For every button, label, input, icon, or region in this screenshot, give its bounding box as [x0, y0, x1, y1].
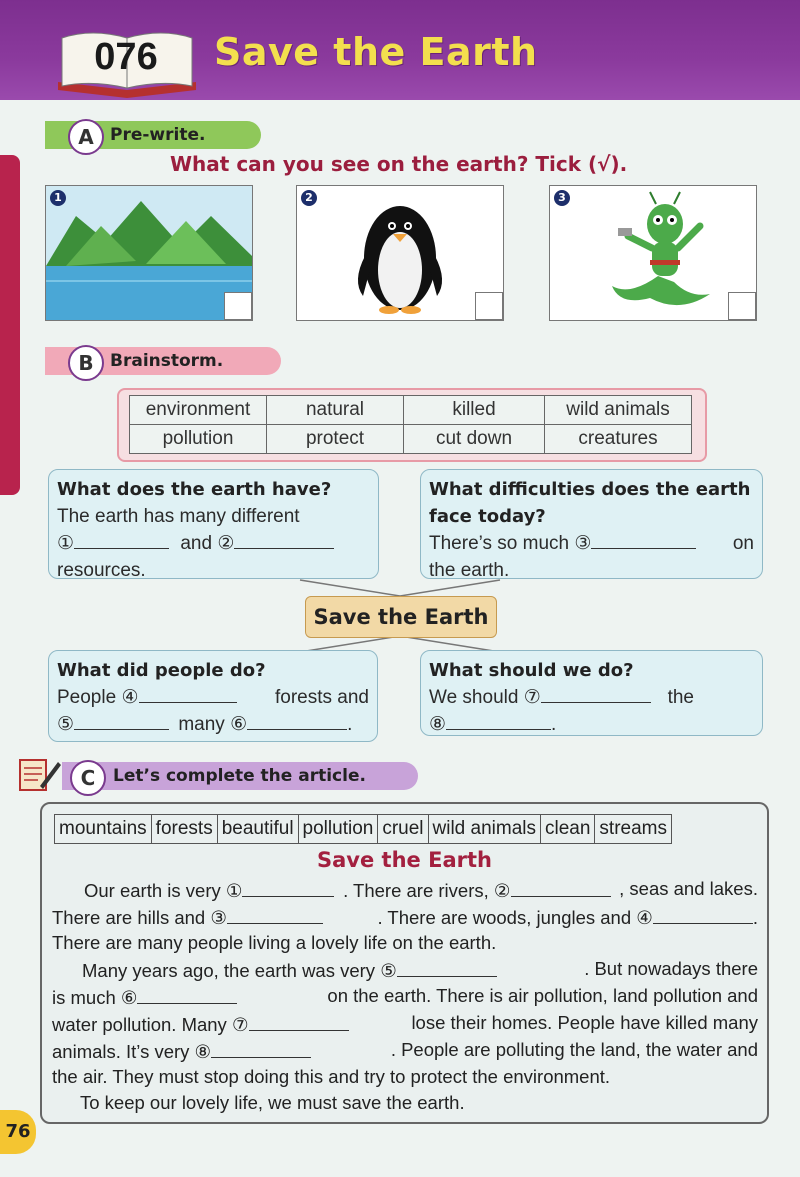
blank-number: ① [57, 533, 75, 554]
page-number: 76 [0, 1110, 36, 1154]
section-c-title: Let’s complete the article. [113, 766, 366, 786]
writing-pad-icon [18, 756, 62, 792]
article-box [40, 802, 769, 1124]
answer-blank-4[interactable] [139, 684, 237, 703]
blank-number: ③ [574, 533, 592, 554]
article-text: , seas and lakes. [619, 878, 758, 899]
article-blank-2[interactable] [511, 878, 611, 897]
lesson-number: 076 [94, 36, 158, 78]
box-line: the earth. [429, 560, 510, 581]
article-text: is much ⑥ [52, 987, 138, 1008]
word-cell: cut down [404, 425, 545, 454]
article-blank-5[interactable] [397, 958, 497, 977]
answer-blank-3[interactable] [591, 530, 696, 549]
mindmap-center: Save the Earth [305, 596, 497, 638]
word-cell: pollution [130, 425, 267, 454]
article-blank-6[interactable] [137, 985, 237, 1004]
article-line [52, 1039, 758, 1063]
box-word: We should [429, 687, 519, 708]
question-box-difficulties [420, 469, 763, 579]
box-word: . [551, 714, 557, 735]
box-question: What should we do? [429, 660, 634, 681]
section-b-letter: B [68, 345, 104, 381]
article-blank-1[interactable] [242, 878, 334, 897]
answer-blank-6[interactable] [247, 711, 347, 730]
article-text: There are hills and ③ [52, 907, 227, 928]
article-line [52, 905, 758, 929]
word-bank-item: forests [151, 815, 217, 844]
article-text: . People are polluting the land, the water and [390, 1039, 758, 1060]
article-text: To keep our lovely life, we must save the earth. [80, 1092, 465, 1113]
word-bank-item: wild animals [428, 815, 540, 844]
word-cell: natural [267, 396, 404, 425]
section-a-instruction: What can you see on the earth? Tick (√). [170, 152, 628, 176]
box-line: The earth has many different [57, 506, 300, 527]
picture-number-2: 2 [301, 190, 317, 206]
article-blank-4[interactable] [653, 905, 753, 924]
word-cell: wild animals [545, 396, 692, 425]
question-box-should-do [420, 650, 763, 736]
answer-blank-5[interactable] [74, 711, 169, 730]
answer-blank-8[interactable] [446, 711, 551, 730]
box-word: and [180, 533, 213, 554]
blank-number: ④ [121, 687, 139, 708]
blank-number: ⑤ [57, 714, 75, 735]
article-line [52, 985, 758, 1009]
word-bank-item: beautiful [217, 815, 298, 844]
picture-number-1: 1 [50, 190, 66, 206]
article-blank-8[interactable] [211, 1039, 311, 1058]
question-box-earth-have [48, 469, 379, 579]
box-question-line2: face today? [429, 506, 546, 527]
article-text: Many years ago, the earth was very ⑤ [82, 960, 397, 981]
blank-number: ⑥ [230, 714, 248, 735]
picture-number-3: 3 [554, 190, 570, 206]
article-text: . [752, 907, 758, 928]
box-word: . [347, 714, 353, 735]
article-text: There are many people living a lovely life on the earth. [52, 932, 497, 953]
box-word: the [667, 687, 694, 708]
blank-number: ⑦ [523, 687, 541, 708]
section-c-letter: C [70, 760, 106, 796]
box-question-line1: What difficulties does the earth [429, 479, 751, 500]
article-line [52, 1066, 758, 1088]
article-line [52, 932, 758, 954]
word-cell: killed [404, 396, 545, 425]
article-text: lose their homes. People have killed many [411, 1012, 758, 1033]
article-text: the air. They must stop doing this and try to protect the environment. [52, 1066, 611, 1087]
article-line [52, 958, 758, 982]
question-box-people-did [48, 650, 378, 742]
word-cell: environment [130, 396, 267, 425]
word-bank-item: mountains [55, 815, 152, 844]
page-title: Save the Earth [214, 30, 538, 74]
box-word: forests and [275, 687, 369, 708]
word-bank [54, 814, 672, 844]
box-word: on [732, 533, 754, 554]
answer-blank-7[interactable] [541, 684, 651, 703]
word-cell: creatures [545, 425, 692, 454]
box-word: There’s so much [429, 533, 570, 554]
box-line: resources. [57, 560, 146, 581]
article-text: water pollution. Many ⑦ [52, 1014, 249, 1035]
word-bank-item: cruel [378, 815, 428, 844]
answer-blank-1[interactable] [74, 530, 169, 549]
answer-blank-2[interactable] [234, 530, 334, 549]
blank-number: ⑧ [429, 714, 447, 735]
article-blank-3[interactable] [227, 905, 323, 924]
article-text: . There are woods, jungles and ④ [377, 907, 653, 928]
word-bank-item: clean [541, 815, 595, 844]
section-a-letter: A [68, 119, 104, 155]
article-line [52, 1012, 758, 1036]
article-text: animals. It’s very ⑧ [52, 1041, 212, 1062]
article-blank-7[interactable] [249, 1012, 349, 1031]
article-line [52, 1092, 758, 1114]
article-title: Save the Earth [317, 848, 492, 872]
box-word: many [178, 714, 225, 735]
box-word: People [57, 687, 117, 708]
section-a-title: Pre-write. [110, 125, 206, 145]
article-text: . But nowadays there [584, 958, 758, 979]
section-b-title: Brainstorm. [110, 351, 224, 371]
article-line [52, 878, 758, 902]
box-question: What did people do? [57, 660, 266, 681]
article-text: . There are rivers, ② [343, 880, 511, 901]
word-bank-item: streams [595, 815, 672, 844]
word-bank-item: pollution [298, 815, 378, 844]
blank-number: ② [217, 533, 235, 554]
word-cell: protect [267, 425, 404, 454]
box-question: What does the earth have? [57, 479, 332, 500]
article-text: Our earth is very ① [84, 880, 243, 901]
article-text: on the earth. There is air pollution, land pollution and [327, 985, 758, 1006]
